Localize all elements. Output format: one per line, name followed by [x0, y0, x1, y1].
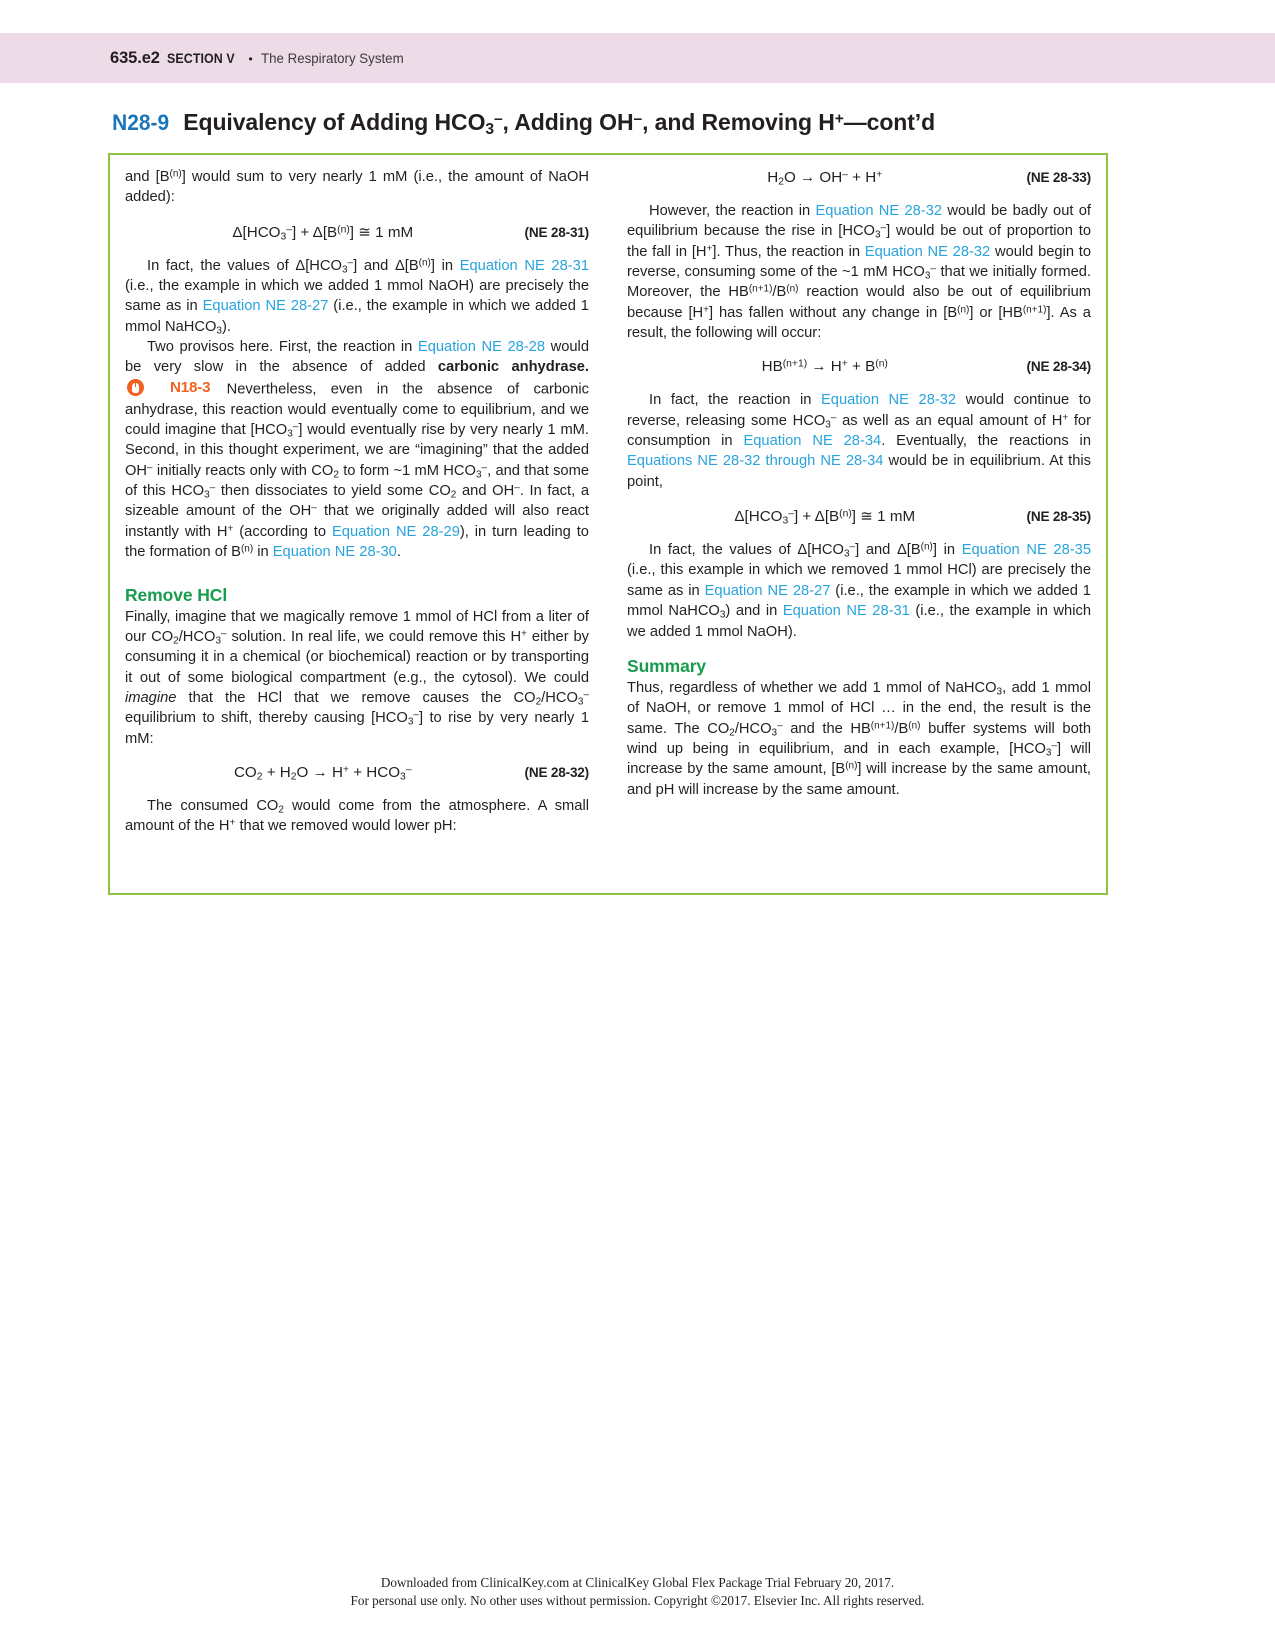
text-run: ] would be out of proportion to the fall in [H [627, 223, 1091, 260]
text-run: (i.e., this example in which we removed 1 mmol HCl) are precisely the same as in [627, 562, 1091, 599]
text-run: reaction would also be out of equilibrium because [H [627, 284, 1091, 321]
page-folio: 635.e2 [110, 48, 160, 67]
xref-equation-ne-28-32[interactable]: Equation NE 28-32 [815, 203, 943, 219]
text-run: either by consuming it in a chemical (or biochemical) reaction or by transporting it out of some biological compartment (e.g., the cytosol). We could [125, 628, 590, 686]
xref-equation-ne-28-27-b[interactable]: Equation NE 28-27 [704, 582, 831, 599]
text-run: However, the reaction in [649, 203, 816, 219]
text-run: /HCO [541, 689, 578, 706]
text-run: that the HCl that we remove causes the CO [176, 689, 536, 706]
xref-equations-ne-28-32-through-34[interactable]: Equations NE 28-32 through NE 28-34 [627, 453, 884, 470]
subhead-remove-hcl: Remove HCl [125, 584, 228, 605]
text-run: ] in [932, 542, 962, 559]
mouse-note-icon [127, 379, 144, 396]
xref-equation-ne-28-30[interactable]: Equation NE 28-30 [272, 544, 397, 561]
note-flag-n18-3[interactable] [125, 378, 212, 398]
page-footer [0, 1574, 1275, 1610]
paragraph-two-provisos: Two provisos here. First, the reaction in Equation NE 28-28 would be very slow in the absence of added carbonic anhydrase. N18-3 Nevertheless, even in the absence of carbonic anhydrase, this reaction would eventually come to equilibrium, and we could imagine that $[HCO_3^-]$ would eventually rise by very nearly 1 mM. Second, in this thought experiment, we are “imagining” that the added OH– initially reacts only with $CO_2$ to form ~1 mM $HCO_3^-$, and that some of this $HCO_3^-$ then dissociates to yield some $CO_2$ and OH–. In fact, a sizeable amount of the OH– that we originally added will also react instantly with H+ (according to Equation NE 28-29), in turn leading to the formation of $B^{(n)}$ in Equation NE 28-30. [125, 339, 589, 561]
text-run: Thus, regardless of whether we add 1 mmol of NaHCO [627, 679, 997, 696]
note-heading-sup2: – [633, 110, 643, 128]
note-heading-prefix: Equivalency of Adding HCO [183, 109, 486, 135]
text-run: ] would eventually rise by very nearly 1 mM. Second, in this thought experiment, we are “imagining” that the added OH [125, 422, 589, 479]
note-reference-label: N18-3 [170, 378, 211, 396]
equation-ne-28-34 [627, 358, 1091, 375]
note-title [110, 109, 936, 139]
text-run: would be in equilibrium. At this point, [627, 453, 1091, 490]
text-run: that we removed would lower pH: [235, 818, 457, 835]
text-run: In fact, the values of Δ[HCO [649, 542, 844, 559]
left-column [125, 167, 589, 837]
text-run: would be badly out of equilibrium because the rise in [HCO [627, 203, 1091, 240]
text-run: that we originally added will also react instantly with H [125, 503, 589, 540]
text-run: for consumption in [627, 412, 1091, 450]
footer-line-1: Downloaded from ClinicalKey.com at ClinicalKey Global Flex Package Trial February 20, 2017. [380, 1575, 895, 1590]
equation-ne-28-31 [125, 223, 589, 241]
paragraph-in-fact-reverse: In fact, the reaction in Equation NE 28-32 would continue to reverse, releasing some $HCO_3^-$ as well as an equal amount of H+ for consumption in Equation NE 28-34. Eventually, the reactions in Equations NE 28-32 through NE 28-34 would be in equilibrium. At this point, [627, 392, 1091, 490]
text-run: ] would sum to very nearly 1 mM (i.e., the amount of NaOH added): [125, 169, 590, 206]
equation-tag: (NE 28-34) [1026, 359, 1091, 375]
text-run: ] and Δ[B [855, 542, 921, 559]
text-run: In fact, the values of Δ[HCO [147, 257, 342, 274]
text-run: /B [772, 284, 787, 301]
running-head [0, 33, 1275, 83]
note-heading-suffix: , and Removing H [642, 109, 835, 135]
text-run: would come from the atmosphere. A small amount of the H [125, 797, 589, 835]
italic-imagine: imagine [125, 689, 177, 706]
text-run: to form ~1 mM HCO [338, 462, 476, 479]
text-run: would begin to reverse, consuming some of the ~1 mM HCO [627, 243, 1092, 281]
text-run: /HCO [178, 628, 216, 645]
text-run: Nevertheless, even in the absence of carbonic anhydrase, this reaction would eventually come to equilibrium, and we could imagine that [HCO [125, 381, 589, 439]
text-run: ] and Δ[B [353, 257, 419, 274]
paragraph-remove-hcl-body: Finally, imagine that we magically remove 1 mmol of HCl from a liter of our $CO_2/HCO_3^-$ solution. In real life, we could remove this H+ either by consuming it in a chemical (or biochemical) reaction or by transporting it out of some biological compartment (e.g., the cytosol). We could imagine that the HCl that we remove causes the $CO_2/HCO_3^-$ equilibrium to shift, thereby causing $[HCO_3^-]$ to rise by very nearly 1 mM: [125, 608, 590, 747]
text-run: and OH [456, 483, 515, 500]
xref-equation-ne-28-31[interactable]: Equation NE 28-31 [459, 257, 589, 274]
equation-ne-28-33 [627, 169, 1091, 186]
text-run: (according to [233, 523, 333, 540]
text-run: ] has fallen without any change in [B [709, 304, 958, 321]
text-run: equilibrium to shift, thereby causing [HCO [125, 710, 408, 727]
text-run: and [B [125, 169, 170, 185]
text-run: initially reacts only with CO [152, 462, 334, 479]
paragraph-lead [125, 167, 589, 208]
text-run: In fact, the reaction in [649, 392, 821, 409]
section-title: The Respiratory System [260, 49, 404, 66]
note-heading-mid: , Adding OH [502, 109, 634, 135]
note-heading-sub: 3 [485, 121, 494, 139]
note-heading-sup: – [493, 110, 503, 128]
text-run: ] in [430, 257, 460, 274]
text-run: ] or [HB [969, 304, 1023, 321]
text-run: (i.e., the example in which we added 1 mmol NaOH). [627, 603, 1091, 640]
equation-body: $\Delta[HCO_3^-] + \Delta[B^{(n)}]$ ≅ 1 mM [232, 223, 414, 243]
text-run: then dissociates to yield some CO [215, 483, 451, 500]
text-run: and the HB [782, 720, 871, 737]
xref-equation-ne-28-29[interactable]: Equation NE 28-29 [332, 523, 460, 540]
bullet-separator: • [248, 51, 253, 66]
text-run: /HCO [734, 720, 772, 737]
text-run: ) and in [725, 603, 783, 620]
text-run: ). [221, 318, 231, 335]
paragraph-however: However, the reaction in Equation NE 28-32 would be badly out of equilibrium because the rise in $[HCO_3^-]$ would be out of proportion to the fall in [H+]. Thus, the reaction in Equation NE 28-32 would begin to reverse, consuming some of the ~1 mM $HCO_3^-$ that we initially formed. Moreover, the $HB^{(n+1)}/B^{(n)}$ reaction would also be out of equilibrium because [H+] has fallen without any change in $[B^{(n)}]$ or $[HB^{(n+1)}]$. As a result, the following will occur: [627, 203, 1092, 342]
note-heading-sup3: + [834, 110, 844, 128]
equation-body: $\Delta[HCO_3^-] + \Delta[B^{(n)}]$ ≅ 1 mM [734, 508, 916, 527]
paragraph-in-fact-values: In fact, the values of $\Delta[HCO_3^-]$ and $\Delta[B^{(n)}]$ in Equation NE 28-35 (i.e., this example in which we removed 1 mmol HCl) are precisely the same as in Equation NE 28-27 (i.e., the example in which we added 1 mmol NaHCO$_3$) and in Equation NE 28-31 (i.e., the example in which we added 1 mmol NaOH). [627, 541, 1091, 640]
footer-line-2: For personal use only. No other uses without permission. Copyright ©2017. Elsevier Inc. All rights reserved. [350, 1593, 925, 1608]
text-run: (i.e., the example in which we added 1 mmol NaHCO [125, 298, 589, 335]
content-columns [108, 167, 1108, 837]
paragraph-in-fact: In fact, the values of $\Delta[HCO_3^-]$ and $\Delta[B^{(n)}]$ in Equation NE 28-31 (i.e., the example in which we added 1 mmol NaOH) are precisely the same as in Equation NE 28-27 (i.e., the example in which we added 1 mmol NaHCO$_3$). [125, 257, 589, 337]
text-run: The consumed CO [147, 797, 279, 814]
equation-body: $CO_2 + H_2O \to H^+ + HCO_3^-$ [233, 763, 412, 783]
text-run: ]. As a result, the following will occur: [627, 304, 1091, 342]
equation-tag: (NE 28-32) [524, 764, 589, 780]
subhead-summary: Summary [627, 655, 707, 676]
xref-equation-ne-28-31-b[interactable]: Equation NE 28-31 [782, 603, 910, 620]
bold-term-carbonic-anhydrase: carbonic anhydrase. [437, 359, 589, 376]
xref-equation-ne-28-27[interactable]: Equation NE 28-27 [202, 298, 329, 315]
note-heading-end: —cont’d [843, 109, 936, 135]
xref-equation-ne-28-35[interactable]: Equation NE 28-35 [961, 542, 1091, 559]
text-run: (i.e., the example in which we added 1 mmol NaOH) are precisely the same as in [125, 278, 589, 315]
equation-body: $HB^{(n+1)} \to H^+ + B^{(n)}$ [761, 358, 888, 376]
equation-ne-28-35 [627, 507, 1091, 525]
text-run: . In fact, a sizeable amount of the OH [125, 483, 589, 520]
equation-body: $H_2O \to OH^- + H^+$ [767, 169, 883, 188]
text-run: ), in turn leading to the formation of B [125, 523, 589, 561]
text-run: ] will increase by the same amount, and pH will increase by the same amount. [627, 761, 1091, 798]
equation-tag: (NE 28-31) [524, 224, 589, 240]
xref-equation-ne-28-32-b[interactable]: Equation NE 28-32 [864, 243, 991, 260]
text-run: ] will increase by the same amount, [B [627, 740, 1092, 778]
note-number: N28-9 [112, 110, 170, 135]
text-run: that we initially formed. Moreover, the HB [627, 264, 1092, 301]
text-run: /B [894, 720, 909, 737]
xref-equation-ne-28-28[interactable]: Equation NE 28-28 [417, 339, 546, 356]
text-run: would continue to reverse, releasing some HCO [627, 392, 1091, 429]
text-run: , add 1 mmol of NaOH, or remove 1 mmol of HCl … in the end, the result is the same. The CO [627, 679, 1091, 737]
text-run: in [253, 544, 273, 561]
equation-tag: (NE 28-35) [1026, 509, 1091, 525]
text-run: Two provisos here. First, the reaction in [147, 339, 418, 356]
text-run: . [396, 544, 401, 561]
text-run: . Eventually, the reactions in [881, 433, 1091, 450]
text-run: buffer systems will both wind up being in equilibrium, and in each example, [HCO [627, 720, 1091, 757]
superscript: (n) [169, 168, 182, 180]
right-column [627, 167, 1091, 837]
text-run: , and that some of this HCO [125, 462, 589, 500]
text-run: (i.e., the example in which we added 1 mmol NaHCO [627, 582, 1091, 620]
running-head-inner [0, 49, 411, 68]
text-run: solution. In real life, we could remove this H [226, 628, 522, 645]
text-run: Finally, imagine that we magically remove 1 mmol of HCl from a liter of our CO [125, 608, 589, 645]
section-label: SECTION V [166, 50, 235, 66]
xref-equation-ne-28-32-c[interactable]: Equation NE 28-32 [821, 392, 957, 409]
text-run: ] to rise by very nearly 1 mM: [125, 710, 589, 747]
note-heading [183, 109, 936, 139]
equation-tag: (NE 28-33) [1026, 170, 1091, 185]
text-run: would be very slow in the absence of added [125, 339, 589, 376]
equation-ne-28-32 [125, 764, 589, 781]
paragraph-consumed-co2: The consumed $CO_2$ would come from the atmosphere. A small amount of the H+ that we removed would lower pH: [125, 797, 589, 835]
paragraph-summary-body: Thus, regardless of whether we add 1 mmol of NaHCO$_3$, add 1 mmol of NaOH, or remove 1 mmol of HCl … in the end, the result is the same. The $CO_2/HCO_3^-$ and the $HB^{(n+1)}/B^{(n)}$ buffer systems will both wind up being in equilibrium, and in each example, $[HCO_3^-]$ will increase by the same amount, $[B^{(n)}]$ will increase by the same amount, and pH will increase by the same amount. [627, 679, 1092, 798]
xref-equation-ne-28-34[interactable]: Equation NE 28-34 [743, 433, 882, 450]
text-run: as well as an equal amount of H [836, 412, 1063, 429]
text-run: ]. Thus, the reaction in [712, 243, 865, 260]
